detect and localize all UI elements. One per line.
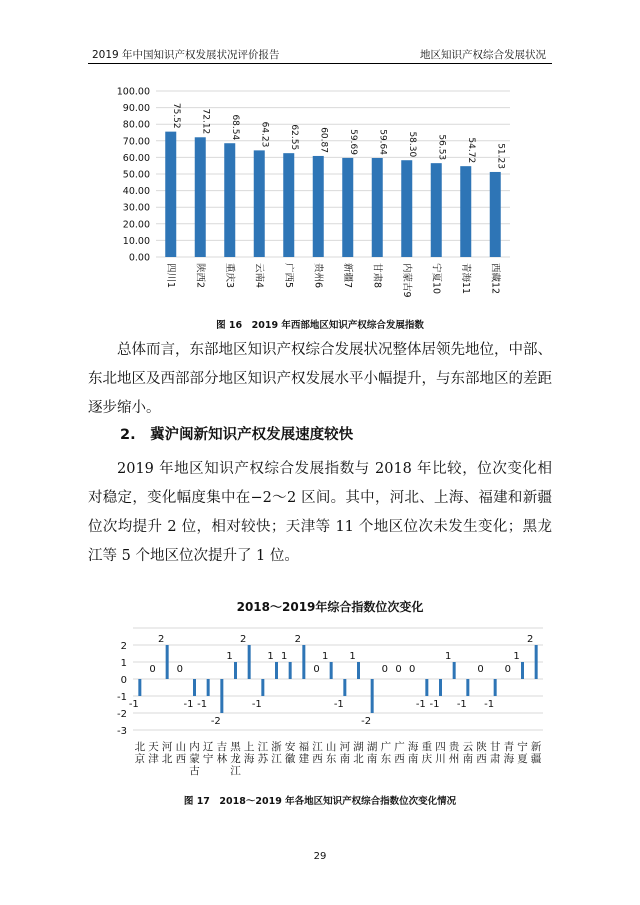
y-tick-label: 10.00 [122,235,150,247]
y-tick-label: 90.00 [122,103,150,115]
x-tick-label-char: 山 [175,741,187,753]
x-tick-label-char: 北 [161,753,173,765]
bar [425,679,428,696]
x-tick-label-char: 江 [271,753,282,765]
x-tick-label-char: 西 [312,753,323,765]
bar [248,645,251,679]
x-tick-label-char: 夏 [517,753,528,765]
bar [330,662,333,679]
bar [343,679,346,696]
x-tick-label-char: 内 [189,741,200,753]
x-tick-label-char: 徽 [284,753,296,765]
x-tick-label-char: 海 [407,741,419,753]
data-label: 62.55 [288,124,299,151]
data-label: -1 [456,699,467,710]
bar [453,662,456,679]
data-label: -2 [361,716,372,727]
bar [220,679,223,713]
x-tick-label-char: 天 [148,741,159,753]
x-tick-label-char: 建 [298,753,310,765]
y-tick-label: -2 [117,709,127,720]
data-label: 58.30 [406,131,417,158]
y-tick-label: -1 [117,692,127,703]
x-tick-label-char: 江 [230,765,241,777]
bar [234,662,237,679]
data-label: -1 [128,699,139,710]
bar [207,679,210,696]
x-tick-label-char: 东 [380,753,392,765]
x-tick-label-char: 北 [134,741,146,753]
bar [302,645,305,679]
data-label: 72.12 [200,108,211,135]
x-tick-label: 甘肃8 [371,263,383,289]
section-title: 2. 冀沪闽新知识产权发展速度较快 [120,427,354,443]
x-tick-label: 重庆3 [223,263,235,289]
figure16-caption: 图 16 2019 年西部地区知识产权综合发展指数 [216,320,424,331]
x-tick-label: 西藏12 [489,263,501,295]
x-tick-label-char: 宁 [202,753,214,765]
x-tick-label-char: 河 [339,741,351,753]
data-label: 59.69 [347,129,358,155]
bar [275,662,278,679]
data-label: 1 [349,651,356,662]
x-tick-label-char: 西 [476,753,487,765]
data-label: 0 [381,664,389,675]
data-label: 0 [408,664,416,675]
data-label: -1 [429,699,440,710]
x-tick-label-char: 州 [448,753,460,765]
data-label: 1 [267,651,274,662]
x-tick-label-char: 南 [339,753,351,765]
y-tick-label: 50.00 [122,169,150,181]
data-label: 1 [513,651,520,662]
x-tick-label-char: 上 [243,741,255,753]
bar [166,645,169,679]
x-tick-label: 贵州6 [312,263,324,289]
data-label: 54.72 [465,137,476,164]
y-tick-label: 80.00 [122,119,150,131]
data-label: 0 [504,664,512,675]
data-label: 1 [226,651,233,662]
x-tick-label: 广西5 [282,263,294,289]
data-label: 68.54 [229,114,240,141]
x-tick-label-char: 新 [530,741,542,753]
x-tick-label-char: 甘 [489,741,501,753]
x-tick-label-char: 疆 [530,753,542,765]
x-tick-label-char: 京 [134,753,146,765]
x-tick-label-char: 湖 [353,741,364,753]
x-tick-label-char: 福 [298,741,310,753]
y-tick-label: 100.00 [116,86,150,98]
data-label: 1 [444,651,452,662]
x-tick-label-char: 西 [175,753,187,765]
x-tick-label-char: 川 [435,753,446,765]
data-label: 56.53 [436,134,447,161]
x-tick-label-char: 辽 [202,741,214,753]
y-tick-label: 20.00 [122,219,150,231]
y-tick-label: 70.00 [122,136,150,148]
data-label: -1 [415,699,426,710]
data-label: 0 [313,664,320,675]
data-label: 0 [477,664,484,675]
x-tick-label: 云南4 [253,263,265,289]
data-label: -1 [484,699,495,710]
bar [357,662,360,679]
x-tick-label-char: 西 [394,753,405,765]
data-label: -1 [333,699,344,710]
x-tick-label-char: 海 [503,753,515,765]
data-label: 60.87 [318,127,329,153]
data-label: 0 [149,664,156,675]
bar [261,679,264,696]
x-tick-label-char: 贵 [448,741,460,753]
x-tick-label-char: 江 [312,741,323,753]
data-label: 51.23 [495,143,506,169]
x-tick-label-char: 云 [462,741,474,753]
data-label: 75.52 [170,102,181,129]
x-tick-label-char: 古 [189,765,200,777]
x-tick-label-char: 宁 [517,741,528,753]
x-tick-label: 四川1 [164,263,176,289]
y-tick-label: 2 [120,641,127,652]
x-tick-label-char: 吉 [216,741,228,753]
x-tick-label: 青海11 [459,263,471,295]
bar [371,679,374,713]
header-left: 2019 年中国知识产权发展状况评价报告 [92,49,280,61]
x-tick-label: 陕西2 [194,263,206,289]
data-label: 2 [294,634,302,645]
data-label: -1 [183,699,194,710]
bar [138,679,141,696]
y-tick-label: 0 [120,675,127,686]
bar [289,662,292,679]
paragraph-1: 总体而言，东部地区知识产权综合发展状况整体居领先地位，中部、东北地区及西部部分地区知识产权发展水平小幅提升，与东部地区的差距逐步缩小。 [88,342,552,416]
x-tick-label-char: 广 [380,741,392,753]
x-tick-label-char: 湖 [366,741,378,753]
x-tick-label-char: 苏 [257,753,269,765]
data-label: -2 [210,716,221,727]
x-tick-label-char: 东 [325,753,337,765]
data-label: 64.23 [259,121,270,148]
data-label: -1 [197,699,208,710]
header-right: 地区知识产权综合发展状况 [420,49,546,61]
y-tick-label: 40.00 [122,186,150,198]
x-tick-label: 新疆7 [341,263,353,289]
x-tick-label-char: 山 [325,741,337,753]
data-label: 2 [526,634,534,645]
x-tick-label-char: 青 [503,741,515,753]
x-tick-label-char: 重 [421,741,433,753]
paragraph-2: 2019 年地区知识产权综合发展指数与 2018 年比较，位次变化相对稳定，变化幅度集中在−2～2 区间。其中，河北、上海、福建和新疆位次均提升 2 位，相对较快；天津等 11 个地区位次未发生变化；黑龙江等 5 个地区位次提升了 1 位。 [88,461,552,564]
y-tick-label: 30.00 [122,202,150,214]
data-label: 0 [395,664,402,675]
bar [521,662,524,679]
x-tick-label-char: 广 [394,741,405,753]
x-tick-label-char: 肃 [489,753,501,765]
x-tick-label-char: 安 [284,741,296,753]
x-tick-label-char: 南 [366,753,378,765]
y-tick-label: 60.00 [122,152,150,164]
x-tick-label-char: 陕 [476,741,487,753]
chart-title: 2018～2019年综合指数位次变化 [236,600,424,614]
data-label: 59.64 [377,129,388,155]
x-tick-label-char: 四 [435,741,446,753]
page-number: 29 [313,851,327,862]
y-tick-label: -3 [117,726,127,737]
x-tick-label-char: 南 [407,753,419,765]
x-tick-label-char: 蒙 [189,753,200,765]
y-tick-label: 0.00 [128,252,150,264]
x-tick-label-char: 北 [353,753,364,765]
bar [439,679,442,696]
bar [466,679,469,696]
x-tick-label-char: 津 [148,753,159,765]
data-label: 2 [157,634,165,645]
bar [535,645,538,679]
data-label: 0 [176,664,184,675]
x-tick-label: 内蒙古9 [400,263,412,298]
data-label: -1 [251,699,262,710]
bar [494,679,497,696]
x-tick-label-char: 江 [257,741,269,753]
data-label: 2 [239,634,247,645]
x-tick-label-char: 南 [462,753,474,765]
x-tick-label: 宁夏10 [430,263,442,295]
data-label: 1 [321,651,329,662]
data-label: 1 [280,651,288,662]
x-tick-label-char: 林 [216,753,228,765]
bar [193,679,196,696]
x-tick-label-char: 龙 [230,753,241,765]
x-tick-label-char: 海 [243,753,255,765]
y-tick-label: 1 [120,658,127,669]
x-tick-label-char: 河 [161,741,173,753]
x-tick-label-char: 浙 [271,741,282,753]
x-tick-label-char: 庆 [421,753,433,765]
figure17-caption: 图 17 2018～2019 年各地区知识产权综合指数位次变化情况 [183,796,457,807]
x-tick-label-char: 黑 [230,741,241,753]
